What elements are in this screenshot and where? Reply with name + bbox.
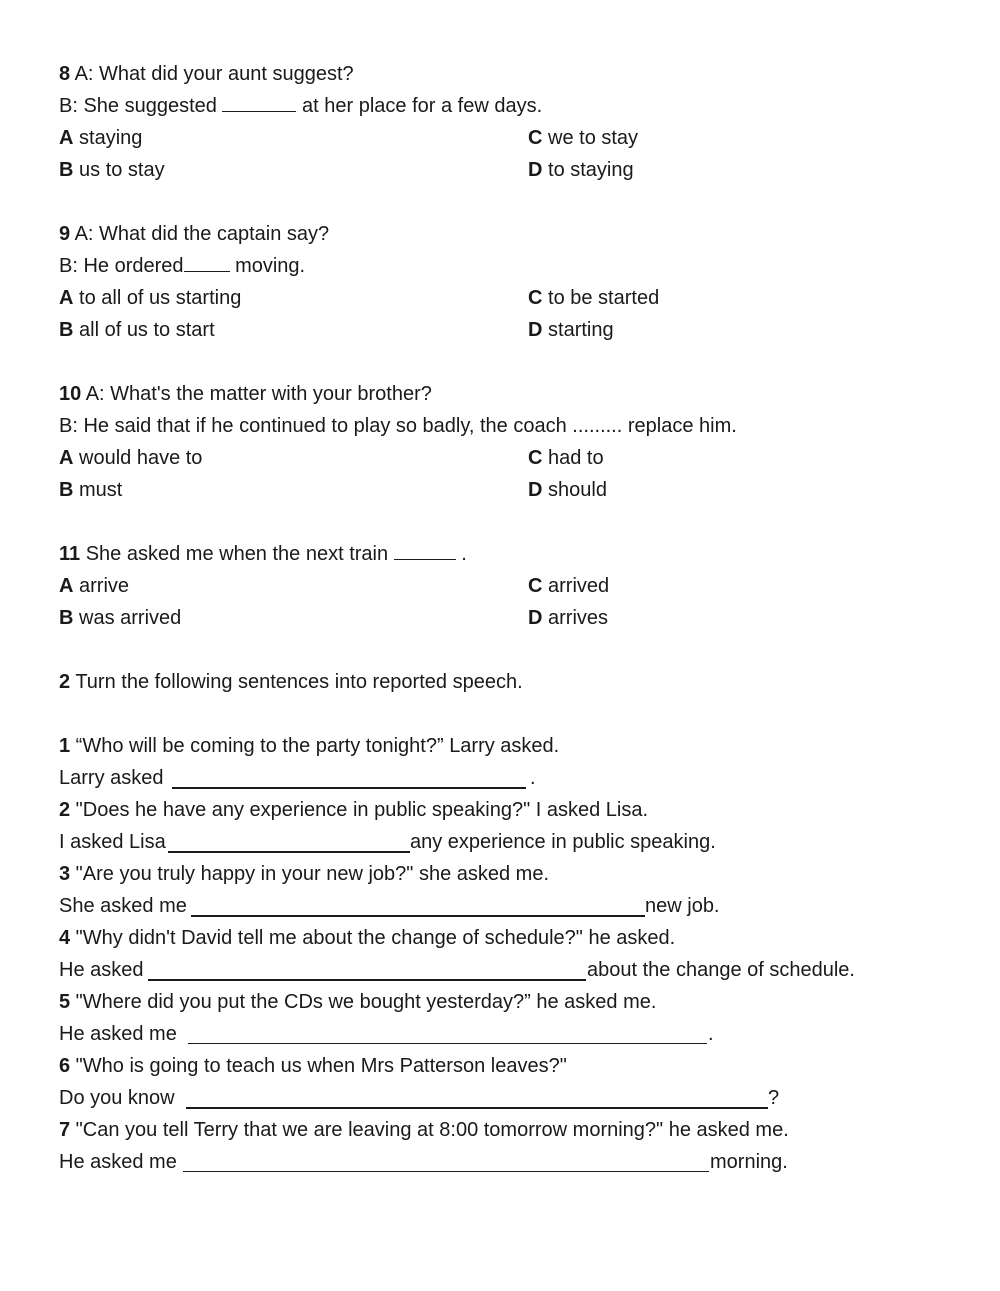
item-2-start: I asked Lisa (59, 831, 166, 853)
item-3-end: new job. (645, 895, 720, 917)
q8-option-d[interactable]: D to staying (528, 159, 634, 181)
q11-option-a[interactable]: A arrive (59, 575, 130, 597)
q10-option-b[interactable]: B must (59, 479, 123, 501)
q10-prompt: 10 A: What's the matter with your brother? (59, 383, 432, 405)
q9-option-b[interactable]: B all of us to start (59, 319, 215, 341)
q10-option-d[interactable]: D should (528, 479, 607, 501)
item-1-answer-line[interactable] (172, 768, 526, 789)
item-1-start: Larry asked (59, 767, 164, 789)
q11-blank[interactable] (394, 541, 456, 560)
q8-blank[interactable] (222, 93, 296, 112)
q9-option-c[interactable]: C to be started (528, 287, 660, 309)
section-2-heading: 2 Turn the following sentences into reported speech. (59, 671, 523, 693)
item-4-answer-line[interactable] (148, 960, 586, 981)
item-3-start: She asked me (59, 895, 187, 917)
q8-option-b[interactable]: B us to stay (59, 159, 165, 181)
q9-option-a[interactable]: A to all of us starting (59, 287, 242, 309)
item-5-start: He asked me (59, 1023, 177, 1045)
item-7-end: morning. (710, 1151, 788, 1173)
q9-sentence: B: He ordered moving. (59, 255, 306, 277)
item-7-start: He asked me (59, 1151, 177, 1173)
item-5-answer-line[interactable] (188, 1024, 707, 1044)
item-5-quote: 5 "Where did you put the CDs we bought yesterday?” he asked me. (59, 991, 657, 1013)
q11-option-b[interactable]: B was arrived (59, 607, 182, 629)
q10-option-a[interactable]: A would have to (59, 447, 203, 469)
item-2-quote: 2 "Does he have any experience in public speaking?" I asked Lisa. (59, 799, 649, 821)
q8-option-c[interactable]: C we to stay (528, 127, 639, 149)
item-1-end: . (530, 767, 536, 789)
item-2-answer-line[interactable] (168, 832, 410, 853)
q10-sentence: B: He said that if he continued to play so badly, the coach ......... replace him. (59, 415, 737, 437)
q9-option-d[interactable]: D starting (528, 319, 614, 341)
q8-prompt: 8 A: What did your aunt suggest? (59, 63, 354, 85)
item-4-start: He asked (59, 959, 144, 981)
item-6-answer-line[interactable] (186, 1088, 768, 1109)
q11-option-d[interactable]: D arrives (528, 607, 609, 629)
item-7-quote: 7 "Can you tell Terry that we are leaving at 8:00 tomorrow morning?" he asked me. (59, 1119, 789, 1141)
item-6-start: Do you know (59, 1087, 175, 1109)
item-3-quote: 3 "Are you truly happy in your new job?" she asked me. (59, 863, 550, 885)
q9-blank[interactable] (184, 253, 230, 272)
item-5-end: . (708, 1023, 714, 1045)
item-1-quote: 1 “Who will be coming to the party tonight?” Larry asked. (59, 735, 560, 757)
q8-option-a[interactable]: A staying (59, 127, 143, 149)
q11-prompt: 11 She asked me when the next train . (59, 543, 467, 565)
item-4-end: about the change of schedule. (587, 959, 855, 981)
item-4-quote: 4 "Why didn't David tell me about the change of schedule?" he asked. (59, 927, 676, 949)
q9-prompt: 9 A: What did the captain say? (59, 223, 330, 245)
item-7-answer-line[interactable] (183, 1152, 709, 1172)
item-2-end: any experience in public speaking. (410, 831, 716, 853)
item-6-end: ? (768, 1087, 780, 1109)
q8-sentence: B: She suggested at her place for a few days. (59, 95, 543, 117)
item-6-quote: 6 "Who is going to teach us when Mrs Patterson leaves?" (59, 1055, 567, 1077)
q10-option-c[interactable]: C had to (528, 447, 604, 469)
item-3-answer-line[interactable] (191, 896, 645, 917)
q11-option-c[interactable]: C arrived (528, 575, 610, 597)
